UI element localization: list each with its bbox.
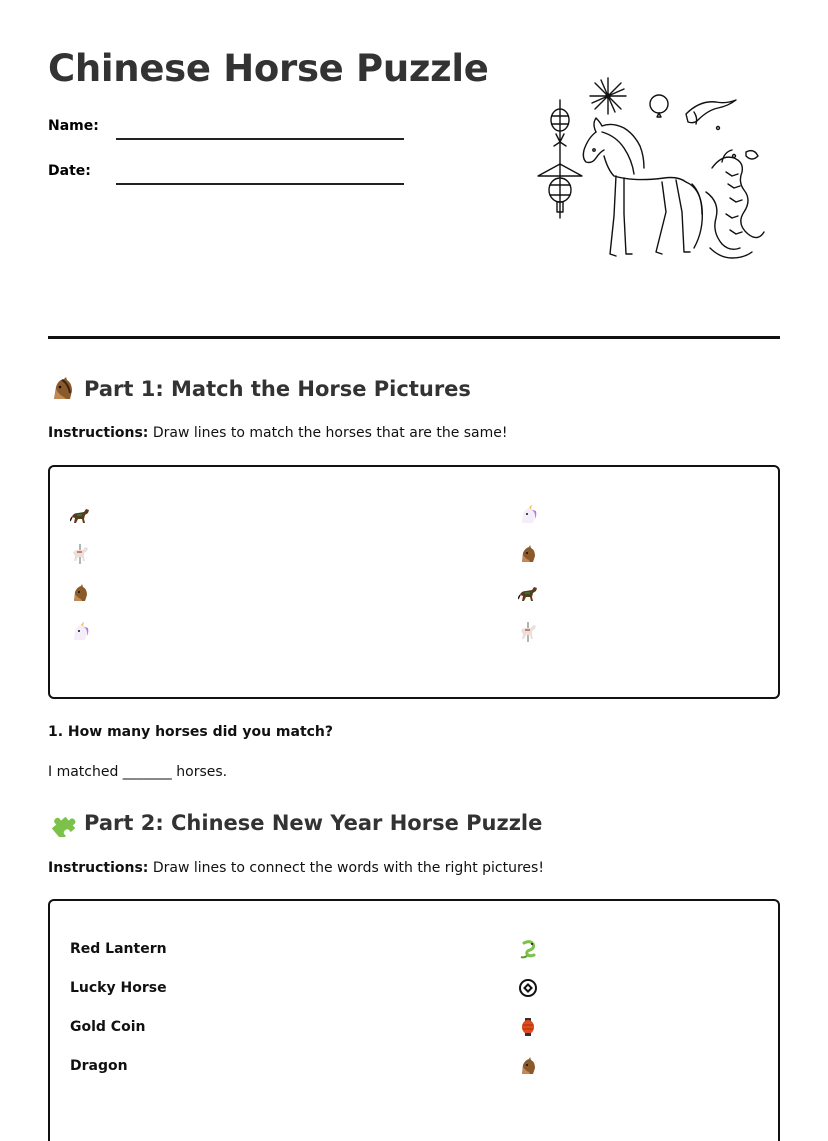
word-dragon: Dragon bbox=[70, 1058, 128, 1074]
name-field[interactable] bbox=[48, 118, 408, 148]
picture-item-1[interactable] bbox=[518, 938, 538, 960]
right-horse-3[interactable] bbox=[518, 582, 538, 604]
part2-heading-text: Part 2: Chinese New Year Horse Puzzle bbox=[84, 811, 543, 835]
word-item-4[interactable] bbox=[70, 1055, 128, 1077]
right-horse-4[interactable] bbox=[518, 621, 538, 643]
worksheet-title: Chinese Horse Puzzle bbox=[48, 47, 489, 90]
word-item-1[interactable] bbox=[70, 938, 167, 960]
part1-instructions-label: Instructions: bbox=[48, 425, 149, 441]
dragon-icon bbox=[518, 939, 538, 959]
unicorn-icon bbox=[518, 505, 538, 525]
balloon-icon bbox=[650, 95, 668, 117]
word-item-3[interactable] bbox=[70, 1016, 145, 1038]
horse-icon bbox=[518, 583, 538, 603]
part1-instructions-text: Draw lines to match the horses that are the same! bbox=[148, 425, 508, 441]
puzzle-piece-icon bbox=[48, 809, 76, 837]
bird-icon bbox=[686, 100, 736, 123]
date-field[interactable] bbox=[48, 163, 408, 193]
horse-face-icon bbox=[70, 583, 90, 603]
horse-lantern-illustration bbox=[536, 72, 768, 268]
left-horse-1[interactable] bbox=[70, 504, 90, 526]
horse-matching-box bbox=[48, 465, 780, 699]
word-red-lantern: Red Lantern bbox=[70, 941, 167, 957]
word-gold-coin: Gold Coin bbox=[70, 1019, 146, 1035]
horse-face-icon bbox=[48, 375, 76, 403]
part2-heading bbox=[48, 809, 542, 837]
horse-icon bbox=[70, 505, 90, 525]
horse-face-icon bbox=[518, 544, 538, 564]
part1-answer[interactable]: I matched _______ horses. bbox=[48, 764, 228, 780]
right-horse-2[interactable] bbox=[518, 543, 538, 565]
part2-instructions-label: Instructions: bbox=[48, 860, 149, 876]
unicorn-icon bbox=[70, 622, 90, 642]
carousel-horse-icon bbox=[70, 544, 90, 564]
left-horse-3[interactable] bbox=[70, 582, 90, 604]
left-horse-2[interactable] bbox=[70, 543, 90, 565]
name-label: Name: bbox=[48, 118, 99, 134]
lantern-icon bbox=[518, 1017, 538, 1037]
part1-instructions bbox=[48, 425, 508, 441]
part1-question: 1. How many horses did you match? bbox=[48, 724, 334, 740]
part1-heading-text: Part 1: Match the Horse Pictures bbox=[84, 377, 471, 401]
part2-instructions bbox=[48, 860, 544, 876]
lantern-string-icon bbox=[538, 100, 582, 218]
carousel-horse-icon bbox=[518, 622, 538, 642]
horse-drawing bbox=[583, 118, 702, 256]
date-label: Date: bbox=[48, 163, 91, 179]
horse-face-icon bbox=[518, 1056, 538, 1076]
left-horse-4[interactable] bbox=[70, 621, 90, 643]
dragon-drawing bbox=[706, 150, 764, 258]
section-divider bbox=[48, 336, 780, 339]
right-horse-1[interactable] bbox=[518, 504, 538, 526]
part2-instructions-text: Draw lines to connect the words with the right pictures! bbox=[148, 860, 544, 876]
date-line[interactable] bbox=[116, 183, 404, 185]
picture-item-4[interactable] bbox=[518, 1055, 538, 1077]
firework-icon bbox=[590, 78, 626, 114]
word-item-2[interactable] bbox=[70, 977, 167, 999]
picture-item-2[interactable] bbox=[518, 977, 538, 999]
picture-item-3[interactable] bbox=[518, 1016, 538, 1038]
word-lucky-horse: Lucky Horse bbox=[70, 980, 167, 996]
coin-icon bbox=[518, 978, 538, 998]
name-line[interactable] bbox=[116, 138, 404, 140]
word-picture-matching-box bbox=[48, 899, 780, 1141]
part1-heading bbox=[48, 375, 471, 403]
